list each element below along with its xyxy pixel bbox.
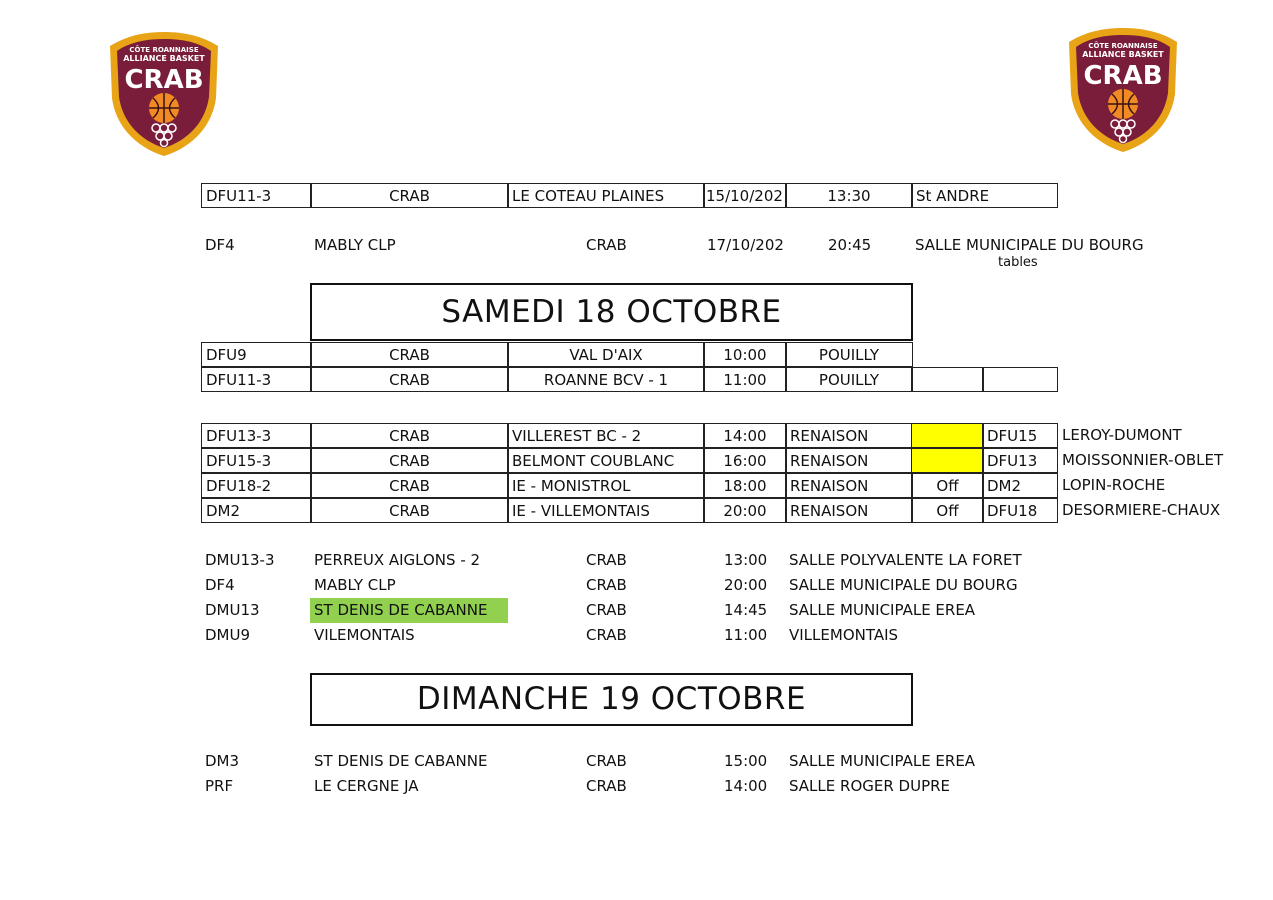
home-team-cell: VILEMONTAIS — [314, 626, 415, 644]
venue-cell: SALLE MUNICIPALE DU BOURG — [915, 236, 1144, 254]
venue-cell: St ANDRE — [911, 183, 1058, 208]
svg-text:CRAB: CRAB — [1083, 61, 1163, 91]
home-team-cell: CRAB — [310, 498, 509, 523]
time-cell: 13:30 — [785, 183, 913, 208]
category-cell: DMU13 — [205, 601, 260, 619]
away-team-cell: CRAB — [586, 752, 627, 770]
crab-logo-right — [1063, 24, 1183, 156]
venue-cell: RENAISON — [785, 473, 913, 498]
venue-cell: RENAISON — [785, 448, 913, 473]
category-cell: DFU11-3 — [201, 183, 312, 208]
venue-cell: POUILLY — [785, 367, 913, 392]
category-cell: DM2 — [201, 498, 312, 523]
category-cell: DM3 — [205, 752, 240, 770]
time-cell: 16:00 — [703, 448, 787, 473]
crab-logo-left — [104, 28, 224, 160]
day-heading-saturday: SAMEDI 18 OCTOBRE — [310, 283, 913, 341]
home-team-cell: CRAB — [310, 448, 509, 473]
venue-cell: SALLE ROGER DUPRE — [789, 777, 951, 795]
time-cell: 13:00 — [724, 551, 768, 569]
category-cell: DFU15-3 — [201, 448, 312, 473]
officials-cell: MOISSONNIER-OBLET — [1062, 451, 1224, 469]
category-cell: DMU13-3 — [205, 551, 275, 569]
home-team-cell-highlight: ST DENIS DE CABANNE — [310, 598, 508, 623]
home-team-cell: MABLY CLP — [314, 576, 396, 594]
venue-cell: POUILLY — [785, 342, 913, 367]
svg-text:ALLIANCE BASKET: ALLIANCE BASKET — [123, 54, 205, 63]
time-cell: 20:00 — [703, 498, 787, 523]
time-cell: 10:00 — [703, 342, 787, 367]
venue-cell: SALLE MUNICIPALE EREA — [789, 752, 976, 770]
home-team-cell: CRAB — [310, 183, 509, 208]
category-cell: DFU9 — [201, 342, 312, 367]
away-team-cell: VILLEREST BC - 2 — [507, 423, 705, 448]
time-cell: 14:45 — [724, 601, 768, 619]
svg-text:ALLIANCE BASKET: ALLIANCE BASKET — [1082, 50, 1164, 59]
category-cell: DF4 — [205, 236, 235, 254]
away-team-cell: IE - VILLEMONTAIS — [507, 498, 705, 523]
category-cell: DMU9 — [205, 626, 251, 644]
away-team-cell: BELMONT COUBLANC — [507, 448, 705, 473]
table-team-cell: DFU15 — [982, 423, 1058, 448]
time-cell: 14:00 — [703, 423, 787, 448]
home-team-cell: CRAB — [310, 342, 509, 367]
date-cell: 15/10/202 — [703, 183, 787, 208]
away-team-cell: CRAB — [586, 626, 627, 644]
category-cell: DFU11-3 — [201, 367, 312, 392]
empty-cell — [911, 367, 984, 392]
home-team-cell: PERREUX AIGLONS - 2 — [314, 551, 481, 569]
officials-cell: DESORMIERE-CHAUX — [1062, 501, 1221, 519]
time-cell: 15:00 — [724, 752, 768, 770]
venue-cell: RENAISON — [785, 498, 913, 523]
empty-cell — [982, 367, 1058, 392]
table-team-cell: DFU13 — [982, 448, 1058, 473]
away-team-cell: ROANNE BCV - 1 — [507, 367, 705, 392]
time-cell: 18:00 — [703, 473, 787, 498]
off-cell: Off — [911, 498, 984, 523]
category-cell: DFU13-3 — [201, 423, 312, 448]
away-team-cell: CRAB — [586, 777, 627, 795]
day-heading-sunday: DIMANCHE 19 OCTOBRE — [310, 673, 913, 726]
category-cell: DFU18-2 — [201, 473, 312, 498]
venue-cell: SALLE MUNICIPALE EREA — [789, 601, 976, 619]
home-team-cell: ST DENIS DE CABANNE — [314, 752, 488, 770]
officials-cell: LEROY-DUMONT — [1062, 426, 1182, 444]
away-team-cell: VAL D'AIX — [507, 342, 705, 367]
svg-text:CRAB: CRAB — [124, 65, 204, 95]
venue-cell: VILLEMONTAIS — [789, 626, 899, 644]
time-cell: 20:00 — [724, 576, 768, 594]
home-team-cell: CRAB — [310, 423, 509, 448]
svg-text:CÔTE ROANNAISE: CÔTE ROANNAISE — [1088, 42, 1158, 50]
venue-cell: SALLE POLYVALENTE LA FORET — [789, 551, 1022, 569]
category-cell: DF4 — [205, 576, 235, 594]
time-cell: 11:00 — [703, 367, 787, 392]
away-team-cell: LE COTEAU PLAINES — [507, 183, 705, 208]
venue-note: tables — [998, 255, 1038, 270]
away-team-cell: CRAB — [586, 576, 627, 594]
time-cell: 14:00 — [724, 777, 768, 795]
category-cell: PRF — [205, 777, 234, 795]
off-cell: Off — [911, 473, 984, 498]
venue-cell: RENAISON — [785, 423, 913, 448]
table-team-cell: DM2 — [982, 473, 1058, 498]
home-team-cell: CRAB — [310, 367, 509, 392]
away-team-cell: CRAB — [586, 236, 627, 254]
svg-text:CÔTE ROANNAISE: CÔTE ROANNAISE — [129, 46, 199, 54]
away-team-cell: CRAB — [586, 551, 627, 569]
away-team-cell: CRAB — [586, 601, 627, 619]
off-cell-highlight — [911, 448, 984, 473]
off-cell-highlight — [911, 423, 984, 448]
home-team-cell: CRAB — [310, 473, 509, 498]
venue-cell: SALLE MUNICIPALE DU BOURG — [789, 576, 1018, 594]
time-cell: 20:45 — [828, 236, 872, 254]
table-team-cell: DFU18 — [982, 498, 1058, 523]
home-team-cell: MABLY CLP — [314, 236, 396, 254]
date-cell: 17/10/202 — [707, 236, 784, 254]
home-team-cell: LE CERGNE JA — [314, 777, 419, 795]
away-team-cell: IE - MONISTROL — [507, 473, 705, 498]
time-cell: 11:00 — [724, 626, 768, 644]
officials-cell: LOPIN-ROCHE — [1062, 476, 1166, 494]
